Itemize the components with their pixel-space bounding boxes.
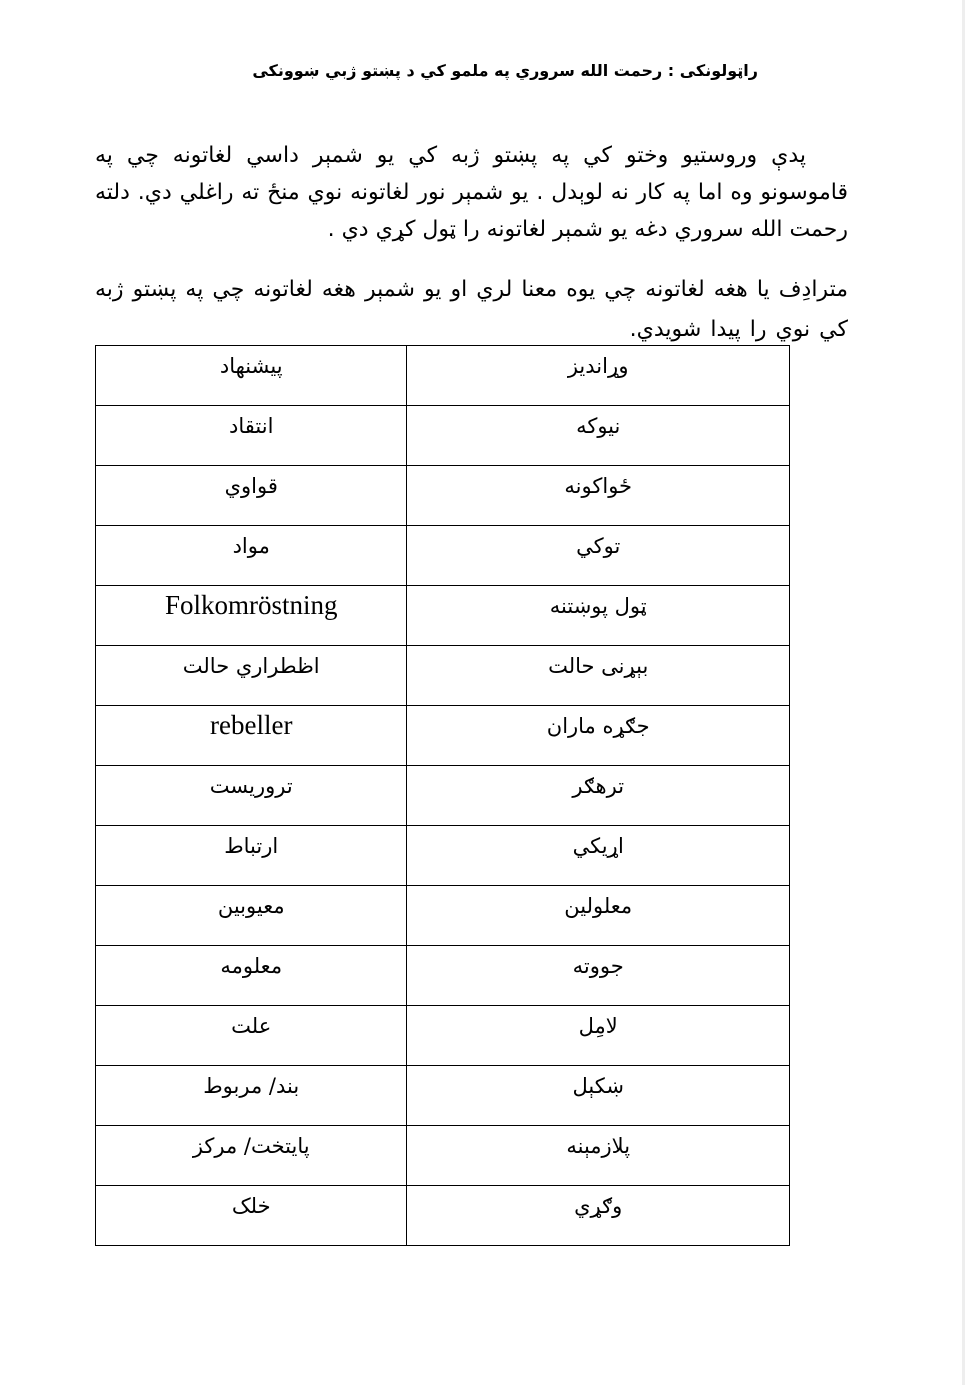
glossary-cell-pashto-term bbox=[407, 346, 790, 406]
pashto-term-text: توکي bbox=[576, 534, 621, 558]
loanword-text: علت bbox=[231, 1014, 272, 1038]
table-row bbox=[96, 766, 790, 826]
glossary-cell-loanword bbox=[96, 946, 407, 1006]
glossary-table bbox=[95, 345, 790, 1246]
pashto-term-text: بېړنی حالت bbox=[548, 654, 649, 678]
loanword-text: پایتخت/ مرکز bbox=[192, 1134, 310, 1158]
loanword-text: انتقاد bbox=[229, 414, 274, 438]
table-row bbox=[96, 526, 790, 586]
pashto-term-text: جګړه ماران bbox=[546, 714, 650, 738]
glossary-cell-loanword bbox=[96, 526, 407, 586]
glossary-cell-loanword bbox=[96, 1186, 407, 1246]
table-row bbox=[96, 466, 790, 526]
glossary-cell-pashto-term bbox=[407, 526, 790, 586]
table-row bbox=[96, 826, 790, 886]
table-row bbox=[96, 1066, 790, 1126]
table-row bbox=[96, 406, 790, 466]
glossary-cell-pashto-term bbox=[407, 406, 790, 466]
intro-paragraph: پدې وروستیو وختو کي په پښتو ژبه کي یو شمېر داسي لغاتونه چي په قاموسونو وه اما په کار نه لوېدل . یو شمېر نور لغاتونه نوي منځ ته راغلي دي. دلته رحمت الله سروري دغه یو شمېر لغاتونه را ټول کړي دي . bbox=[95, 143, 848, 242]
glossary-cell-pashto-term bbox=[407, 826, 790, 886]
loanword-text: اظطراري حالت bbox=[182, 654, 320, 678]
table-row bbox=[96, 346, 790, 406]
glossary-cell-pashto-term bbox=[407, 886, 790, 946]
glossary-cell-loanword bbox=[96, 586, 407, 646]
loanword-text: ارتباط bbox=[224, 834, 279, 858]
glossary-cell-pashto-term bbox=[407, 706, 790, 766]
table-row bbox=[96, 646, 790, 706]
loanword-text: معیوبین bbox=[217, 894, 285, 918]
loanword-text: قواوي bbox=[224, 474, 278, 498]
table-row bbox=[96, 586, 790, 646]
table-row bbox=[96, 706, 790, 766]
pashto-term-text: نیوکه bbox=[576, 414, 621, 438]
loanword-text: پیشنهاد bbox=[219, 354, 283, 378]
pashto-term-text: لامِل bbox=[578, 1014, 618, 1038]
glossary-cell-pashto-term bbox=[407, 1006, 790, 1066]
table-row bbox=[96, 886, 790, 946]
loanword-text: rebeller bbox=[210, 710, 293, 740]
loanword-text: Folkomröstning bbox=[164, 590, 338, 620]
glossary-cell-pashto-term bbox=[407, 1066, 790, 1126]
synonyms-paragraph: مترادِف یا هغه لغاتونه چي یوه معنا لري او یو شمېر هغه لغاتونه چي په پښتو ژبه کي نوي را پیدا شویدي. bbox=[95, 277, 848, 342]
glossary-cell-pashto-term bbox=[407, 646, 790, 706]
glossary-cell-loanword bbox=[96, 1126, 407, 1186]
loanword-text: تروریست bbox=[209, 774, 293, 798]
glossary-cell-loanword bbox=[96, 1006, 407, 1066]
glossary-cell-loanword bbox=[96, 646, 407, 706]
glossary-cell-loanword bbox=[96, 706, 407, 766]
table-row bbox=[96, 1006, 790, 1066]
glossary-cell-pashto-term bbox=[407, 1186, 790, 1246]
glossary-cell-pashto-term bbox=[407, 766, 790, 826]
document-header-title: راټولونکی : رحمت الله سروري په ملمو کي د پښتو ژبي ښوونکی bbox=[252, 61, 758, 80]
glossary-cell-loanword bbox=[96, 1066, 407, 1126]
pashto-term-text: ښکېل bbox=[572, 1074, 624, 1098]
pashto-term-text: پلازمېنه bbox=[566, 1134, 631, 1158]
pashto-term-text: وګړي bbox=[574, 1194, 623, 1218]
table-row bbox=[96, 1186, 790, 1246]
pashto-term-text: وړاندیز bbox=[567, 354, 629, 378]
loanword-text: بند/ مربوط bbox=[203, 1074, 300, 1098]
pashto-term-text: معلولین bbox=[564, 894, 633, 918]
pashto-term-text: ځواکونه bbox=[564, 474, 633, 498]
glossary-cell-loanword bbox=[96, 886, 407, 946]
loanword-text: معلومه bbox=[220, 954, 283, 978]
glossary-cell-pashto-term bbox=[407, 946, 790, 1006]
pashto-term-text: ټول پوښتنه bbox=[549, 594, 647, 618]
table-row bbox=[96, 946, 790, 1006]
glossary-cell-loanword bbox=[96, 406, 407, 466]
glossary-cell-pashto-term bbox=[407, 466, 790, 526]
glossary-cell-loanword bbox=[96, 826, 407, 886]
pashto-term-text: ترهګر bbox=[572, 774, 625, 798]
glossary-cell-loanword bbox=[96, 346, 407, 406]
pashto-term-text: جووته bbox=[572, 954, 624, 978]
glossary-cell-loanword bbox=[96, 766, 407, 826]
pashto-term-text: اړیکي bbox=[572, 834, 624, 858]
loanword-text: خلک bbox=[231, 1194, 271, 1218]
glossary-cell-pashto-term bbox=[407, 1126, 790, 1186]
glossary-cell-pashto-term bbox=[407, 586, 790, 646]
glossary-table-body bbox=[96, 346, 790, 1246]
loanword-text: مواد bbox=[232, 534, 270, 558]
glossary-cell-loanword bbox=[96, 466, 407, 526]
table-row bbox=[96, 1126, 790, 1186]
